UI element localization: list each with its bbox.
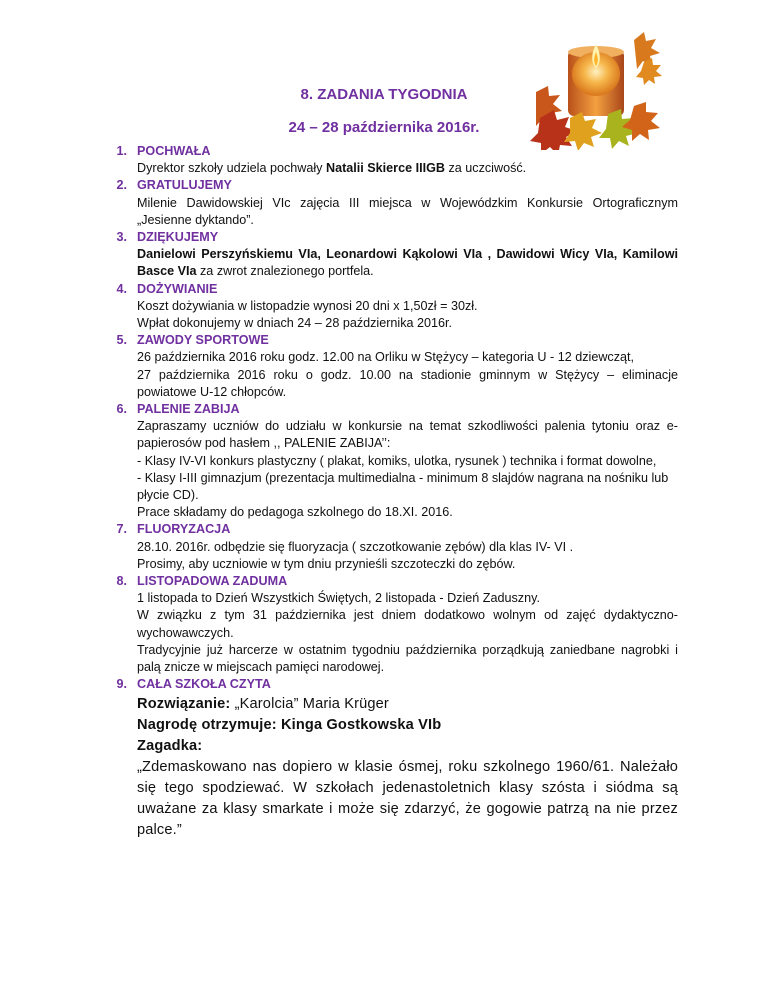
date-range: 24 – 28 października 2016r. (288, 119, 480, 136)
section-text: W związku z tym 31 października jest dniem dodatkowo wolnym od zajęć dydaktyczno-wychowawczych. (137, 608, 678, 640)
item-number: 7. (116, 522, 127, 537)
section-heading: GRATULUJEMY (137, 178, 232, 193)
section-heading: CAŁA SZKOŁA CZYTA (137, 677, 271, 692)
section-text: Zagadka: (137, 737, 203, 754)
section-text: Wpłat dokonujemy w dniach 24 – 28 października 2016r. (137, 316, 453, 331)
list-item (90, 401, 678, 521)
section-text: Nagrodę otrzymuje: Kinga Gostkowska VIb (137, 716, 442, 733)
item-number: 9. (116, 677, 127, 692)
list-item (90, 143, 678, 177)
section-heading: DZIĘKUJEMY (137, 230, 219, 245)
section-text: Tradycyjnie już harcerze w ostatnim tygodniu października porządkują zaniedbane nagrobki i palą znicze w miejscach pamięci narodowej. (137, 642, 678, 675)
section-text: Dyrektor szkoły udziela pochwały Natalii Skierce IIIGB za uczciwość. (137, 161, 527, 176)
list-item (90, 573, 678, 676)
section-heading: DOŻYWIANIE (137, 281, 218, 296)
list-item (90, 676, 678, 840)
item-number: 8. (116, 574, 127, 589)
item-number: 1. (116, 144, 127, 158)
section-text: Milenie Dawidowskiej VIc zajęcia III miejsca w Wojewódzkim Konkursie Ortograficznym „Jesienne dyktando”. (137, 195, 678, 227)
section-text: - Klasy IV-VI konkurs plastyczny ( plakat, komiks, ulotka, rysunek ) technika i format dowolne, (137, 453, 657, 468)
list-item (90, 332, 678, 401)
section-heading: ZAWODY SPORTOWE (137, 333, 269, 348)
list-item (90, 281, 678, 333)
section-heading: FLUORYZACJA (137, 522, 231, 537)
item-number: 5. (116, 333, 127, 348)
section-text: 26 października 2016 roku godz. 12.00 na Orliku w Stężycy – kategoria U - 12 dziewcząt, (137, 350, 635, 365)
page-title: 8. ZADANIA TYGODNIA (300, 86, 468, 103)
section-heading: POCHWAŁA (137, 144, 211, 158)
section-text: „Zdemaskowano nas dopiero w klasie ósmej, roku szkolnego 1960/61. Należało się tego spodziewać. W szkołach jedenastoletnich klasy szósta i siódma są uważane za klasy smarkate i może się zdarzyć, że gogowie patrzą na nie przez palce.” (137, 758, 678, 838)
section-text: Prace składamy do pedagoga szkolnego do 18.XI. 2016. (137, 505, 453, 520)
list-item (90, 177, 678, 229)
section-text: Danielowi Perszyńskiemu VIa, Leonardowi Kąkolowi VIa , Dawidowi Wicy VIa, Kamilowi Basce VIa za zwrot znalezionego portfela. (137, 247, 678, 279)
list-item (90, 521, 678, 573)
section-text: Koszt dożywiania w listopadzie wynosi 20 dni x 1,50zł = 30zł. (137, 298, 478, 313)
item-number: 4. (116, 281, 127, 296)
section-text: 1 listopada to Dzień Wszystkich Świętych, 2 listopada - Dzień Zaduszny. (137, 591, 540, 606)
section-text: 28.10. 2016r. odbędzie się fluoryzacja ( szczotkowanie zębów) dla klas IV- VI . (137, 539, 574, 554)
section-heading: LISTOPADOWA ZADUMA (137, 574, 288, 589)
section-text: - Klasy I-III gimnazjum (prezentacja multimedialna - minimum 8 slajdów nagrana na nośniku lub płycie CD). (137, 470, 669, 503)
list-item (90, 229, 678, 281)
section-text: Zapraszamy uczniów do udziału w konkursie na temat szkodliwości palenia tytoniu oraz e- papierosów pod hasłem ,, PALENIE ZABIJA’’: (137, 419, 678, 451)
item-number: 2. (116, 178, 127, 193)
item-number: 3. (116, 230, 127, 245)
item-number: 6. (116, 402, 127, 417)
section-text: 27 października 2016 roku o godz. 10.00 na stadionie gminnym w Stężycy – eliminacje powiatowe U-12 chłopców. (137, 367, 678, 399)
announcement-list (90, 143, 678, 841)
section-heading: PALENIE ZABIJA (137, 402, 240, 417)
section-text: Prosimy, aby uczniowie w tym dniu przynieśli szczoteczki do zębów. (137, 556, 516, 571)
section-text: Rozwiązanie: „Karolcia” Maria Krüger (137, 695, 389, 712)
